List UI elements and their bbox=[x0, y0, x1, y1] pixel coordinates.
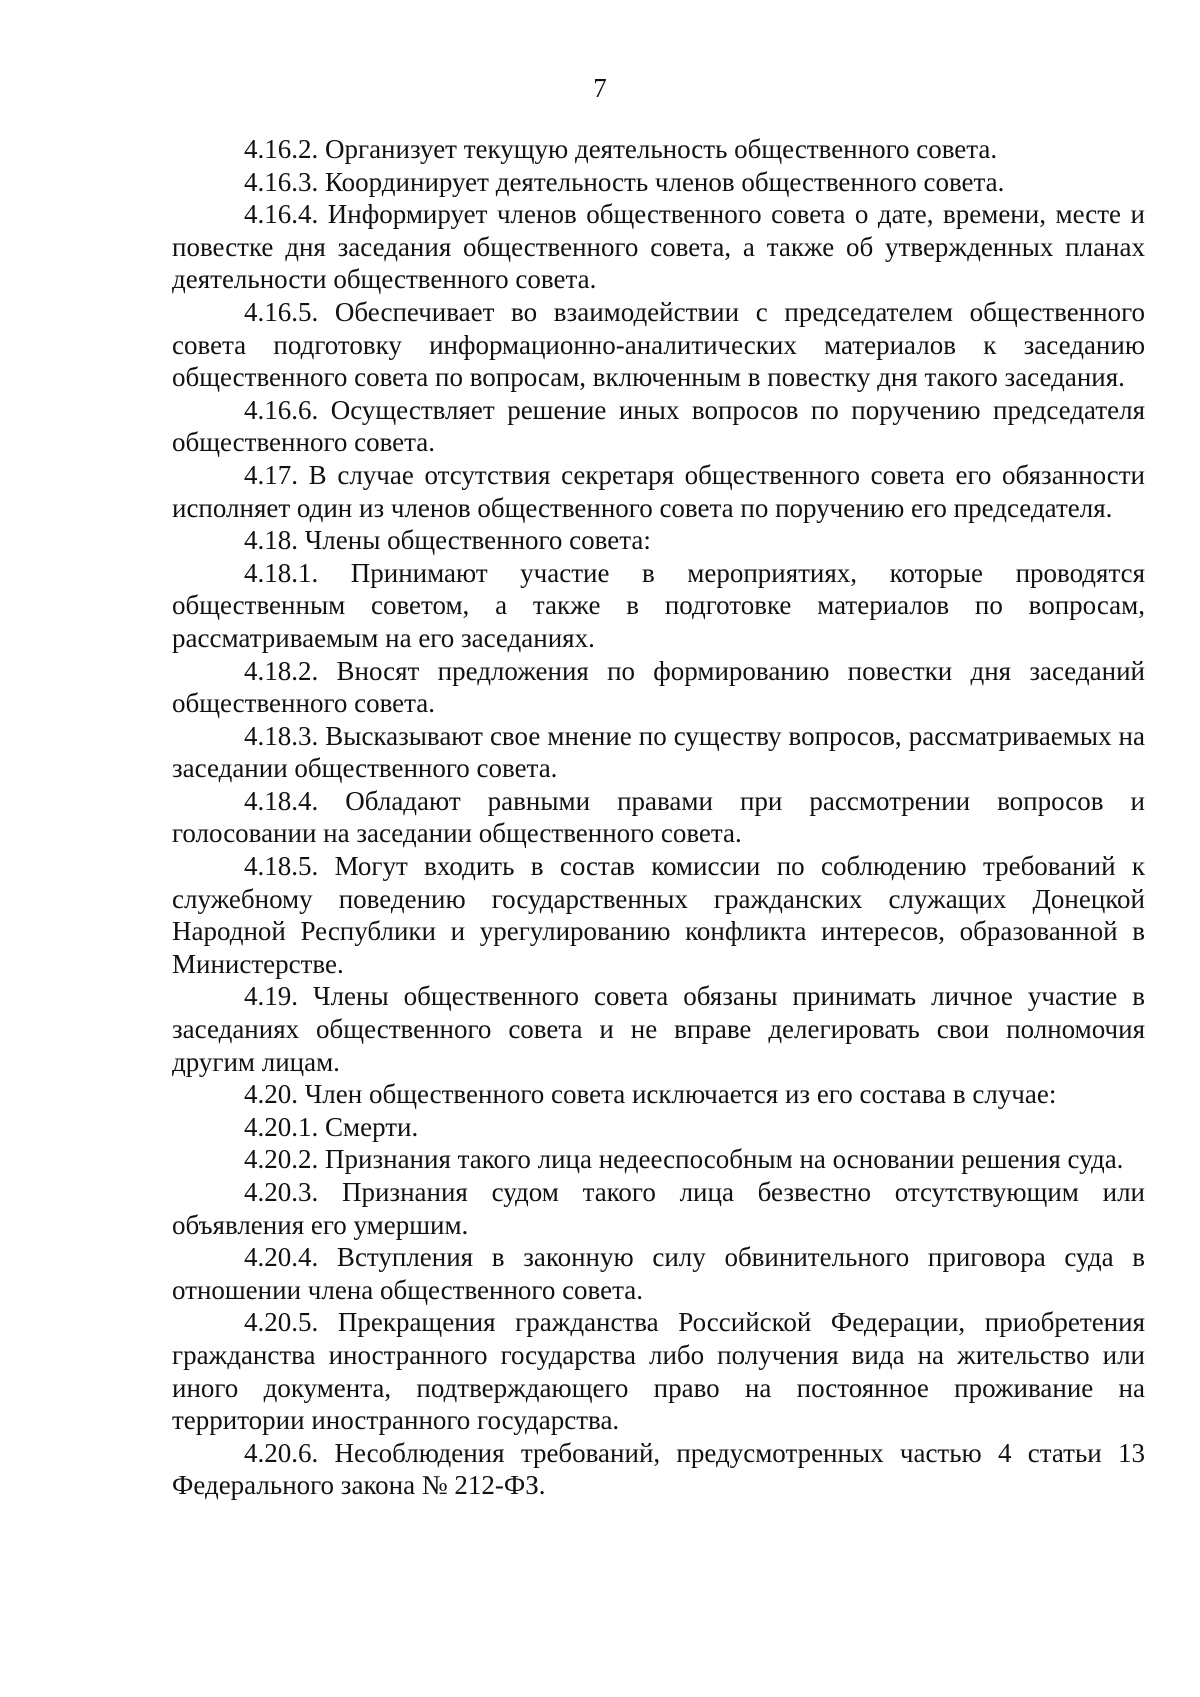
paragraph-4-17: 4.17. В случае отсутствия секретаря общественного совета его обязанности исполняет один из членов общественного совета по поручению его председателя. bbox=[172, 459, 1145, 523]
paragraph-4-20-3: 4.20.3. Признания судом такого лица безвестно отсутствующим или объявления его умершим. bbox=[172, 1177, 1145, 1240]
paragraph-4-18-3: 4.18.3. Высказывают свое мнение по существу вопросов, рассматриваемых на заседании общественного совета. bbox=[172, 720, 1145, 784]
paragraph-4-18-2: 4.18.2. Вносят предложения по формированию повестки дня заседаний общественного совета. bbox=[172, 655, 1145, 719]
paragraph-4-20-4: 4.20.4. Вступления в законную силу обвинительного приговора суда в отношении члена общественного совета. bbox=[172, 1242, 1145, 1305]
paragraph-4-16-4: 4.16.4. Информирует членов общественного совета о дате, времени, месте и повестке дня заседания общественного совета, а также об утвержденных планах деятельности общественного совета. bbox=[172, 199, 1145, 295]
paragraph-4-20: 4.20. Член общественного совета исключается из его состава в случае: bbox=[244, 1079, 1057, 1110]
paragraph-4-20-6: 4.20.6. Несоблюдения требований, предусмотренных частью 4 статьи 13 Федерального закона № 212-ФЗ. bbox=[172, 1437, 1145, 1501]
paragraph-4-20-5: 4.20.5. Прекращения гражданства Российской Федерации, приобретения гражданства иностранного государства либо получения вида на жительство или иного документа, подтверждающего право на постоянное проживание на территории иностранного государства. bbox=[172, 1307, 1145, 1436]
paragraph-4-18-4: 4.18.4. Обладают равными правами при рассмотрении вопросов и голосовании на заседании общественного совета. bbox=[172, 785, 1145, 849]
paragraph-4-20-1: 4.20.1. Смерти. bbox=[244, 1111, 419, 1142]
paragraph-4-18-5: 4.18.5. Могут входить в состав комиссии по соблюдению требований к служебному поведению государственных гражданских служащих Донецкой Народной Республики и урегулированию конфликта интересов, образованной в Министерстве. bbox=[172, 851, 1145, 979]
paragraph-4-19: 4.19. Члены общественного совета обязаны принимать личное участие в заседаниях общественного совета и не вправе делегировать свои полномочия другим лицам. bbox=[172, 981, 1145, 1077]
paragraph-4-20-2: 4.20.2. Признания такого лица недееспособным на основании решения суда. bbox=[244, 1144, 1124, 1175]
page-number: 7 bbox=[593, 73, 607, 103]
document-body bbox=[172, 133, 1145, 1502]
paragraph-4-18: 4.18. Члены общественного совета: bbox=[244, 525, 651, 556]
paragraph-4-16-2: 4.16.2. Организует текущую деятельность общественного совета. bbox=[244, 134, 998, 164]
paragraph-4-16-6: 4.16.6. Осуществляет решение иных вопросов по поручению председателя общественного совета. bbox=[172, 394, 1145, 458]
paragraph-4-16-5: 4.16.5. Обеспечивает во взаимодействии с председателем общественного совета подготовку информационно-аналитических материалов к заседанию общественного совета по вопросам, включенным в повестку дня такого заседания. bbox=[172, 296, 1145, 393]
paragraph-4-18-1: 4.18.1. Принимают участие в мероприятиях, которые проводятся общественным советом, а также в подготовке материалов по вопросам, рассматриваемым на его заседаниях. bbox=[172, 557, 1145, 653]
paragraph-4-16-3: 4.16.3. Координирует деятельность членов общественного совета. bbox=[244, 166, 1005, 197]
